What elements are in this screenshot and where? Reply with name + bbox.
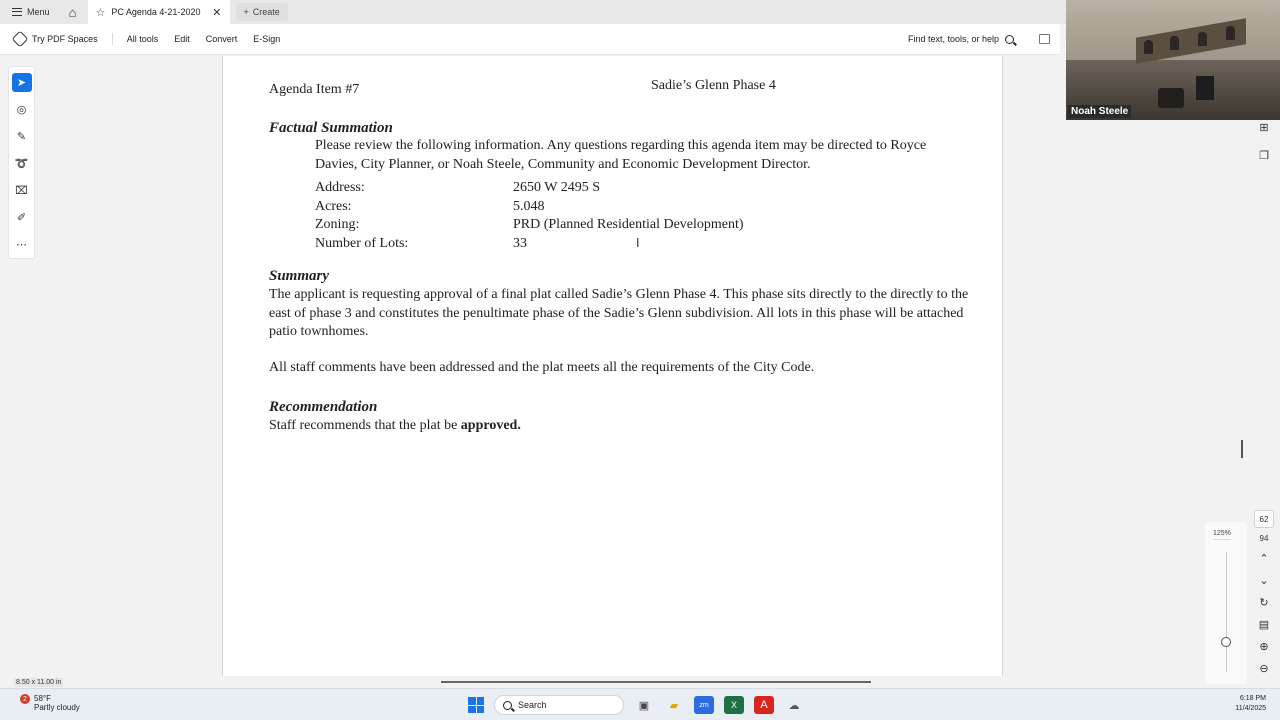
create-label: Create [252,7,280,17]
temperature: 58°F [34,694,51,703]
fact-value: PRD (Planned Residential Development) [513,217,744,232]
total-pages: 94 [1259,534,1269,543]
zoom-slider-handle[interactable] [1221,637,1231,647]
video-person [1170,36,1179,50]
menu-label: Menu [27,7,50,17]
file-explorer-icon[interactable]: ▰ [669,699,679,712]
taskbar-search[interactable] [494,695,624,715]
search-icon [1005,35,1014,44]
clock-date: 11/4/2025 [1235,705,1266,712]
create-button[interactable] [236,3,288,21]
search-icon [503,701,512,710]
quick-tools-rail [8,66,35,259]
rotate-icon[interactable]: ↻ [1259,596,1269,609]
fact-label: Number of Lots: [315,236,409,251]
text-select-icon[interactable]: ⌧ [15,185,28,197]
vertical-scrollbar[interactable] [1241,440,1243,458]
video-person [1144,40,1153,54]
factual-intro: Please review the following information. Any questions regarding this agenda item may be directed to Royce Davies, City Planner, or Noah Steele, Community and Economic Development Director. [315,138,927,172]
spaces-label: Try PDF Spaces [32,34,98,44]
notification-badge: 2 [20,694,30,704]
menu-button[interactable] [0,0,62,24]
video-participant-tile[interactable] [1066,0,1280,120]
summary-heading: Summary [269,268,330,284]
tab-document[interactable] [88,0,230,24]
star-icon[interactable]: ☆ [95,6,106,19]
video-monitor [1196,76,1214,100]
page-view-icon[interactable]: ▤ [1258,618,1270,631]
find-label: Find text, tools, or help [907,34,999,44]
edit-menu[interactable]: Edit [174,34,190,44]
lasso-icon[interactable]: ➰ [14,158,29,170]
weather-widget[interactable] [20,694,80,712]
system-clock[interactable] [1235,694,1266,714]
find-search[interactable] [908,34,1060,44]
page-header: Sadie’s Glenn Phase 4 [651,78,776,93]
zoom-in-icon[interactable]: ⊕ [1259,640,1269,653]
recommendation-text: Staff recommends that the plat be [269,418,461,433]
fact-label: Zoning: [315,217,360,232]
fact-value: 5.048 [513,199,545,214]
page-down-icon[interactable]: ⌄ [1259,574,1269,587]
side-panel-icon[interactable] [1039,34,1050,44]
close-tab-icon[interactable]: ✕ [212,6,222,19]
zoom-level: 125% [1213,530,1231,540]
video-person [1226,26,1235,40]
excel-icon[interactable]: X [724,696,744,714]
page-size-label: 8.50 x 11.00 in [16,679,62,686]
comment-icon[interactable]: ◎ [16,104,27,116]
stamp-icon[interactable]: ✐ [16,212,27,224]
current-page-field[interactable]: 62 [1254,510,1274,528]
search-placeholder: Search [518,700,547,710]
video-person [1198,32,1207,46]
all-tools-menu[interactable]: All tools [126,34,159,44]
pdf-spaces-button[interactable] [0,33,113,45]
bookmark-icon[interactable]: ⊞ [1259,121,1269,134]
tab-title: PC Agenda 4-21-2020 [111,7,201,17]
hamburger-icon [12,8,22,16]
participant-name: Noah Steele [1068,105,1131,118]
document-page[interactable] [222,56,1003,676]
recommendation-bold: approved. [460,418,521,433]
recommendation [269,417,969,436]
weather-condition: Partly cloudy [34,703,80,712]
fact-label: Acres: [315,199,352,214]
recommendation-heading: Recommendation [269,399,378,415]
taskbar [0,688,1280,720]
more-tools-icon[interactable]: ⋯ [16,239,27,251]
text-cursor-icon: I [636,236,640,250]
agenda-item-label: Agenda Item #7 [269,82,360,97]
horizontal-scrollbar[interactable] [441,681,871,683]
pages-icon[interactable]: ❐ [1259,149,1269,162]
acrobat-icon[interactable]: A [754,696,774,714]
fact-value: 2650 W 2495 S [513,180,600,195]
highlight-pen-icon[interactable]: ✎ [16,131,27,143]
fact-label: Address: [315,180,365,195]
staff-comments: All staff comments have been addressed and the plat meets all the requirements of the City Code. [269,360,815,375]
home-icon[interactable]: ⌂ [68,4,77,20]
esign-menu[interactable]: E-Sign [253,34,281,44]
main-toolbar [0,24,1060,55]
task-view-icon[interactable]: ▣ [638,699,650,712]
factual-heading: Factual Summation [269,120,393,136]
page-up-icon[interactable]: ⌃ [1259,552,1269,565]
summary-text: The applicant is requesting approval of a final plat called Sadie’s Glenn Phase 4. This phase sits directly to the directly to the east of phase 3 and constitutes the penultimate phase of the Sadie’s Glenn subdivision. All lots in this phase will be attached patio townhomes. [269,287,969,339]
network-app-icon[interactable]: ☁ [788,699,800,712]
spaces-icon [12,31,29,48]
zoom-app-icon[interactable]: zm [694,696,714,714]
select-tool-icon[interactable]: ➤ [12,73,32,92]
fact-value: 33 [513,236,527,251]
video-chair [1158,88,1184,108]
plus-icon: + [243,7,249,17]
windows-start-icon[interactable] [468,697,484,713]
right-sidebar [1252,118,1276,678]
clock-time: 6:18 PM [1239,695,1266,702]
zoom-slider-track[interactable] [1226,552,1227,672]
zoom-panel [1205,522,1247,684]
convert-menu[interactable]: Convert [205,34,238,44]
tab-bar [0,0,1066,24]
zoom-out-icon[interactable]: ⊖ [1259,662,1269,675]
